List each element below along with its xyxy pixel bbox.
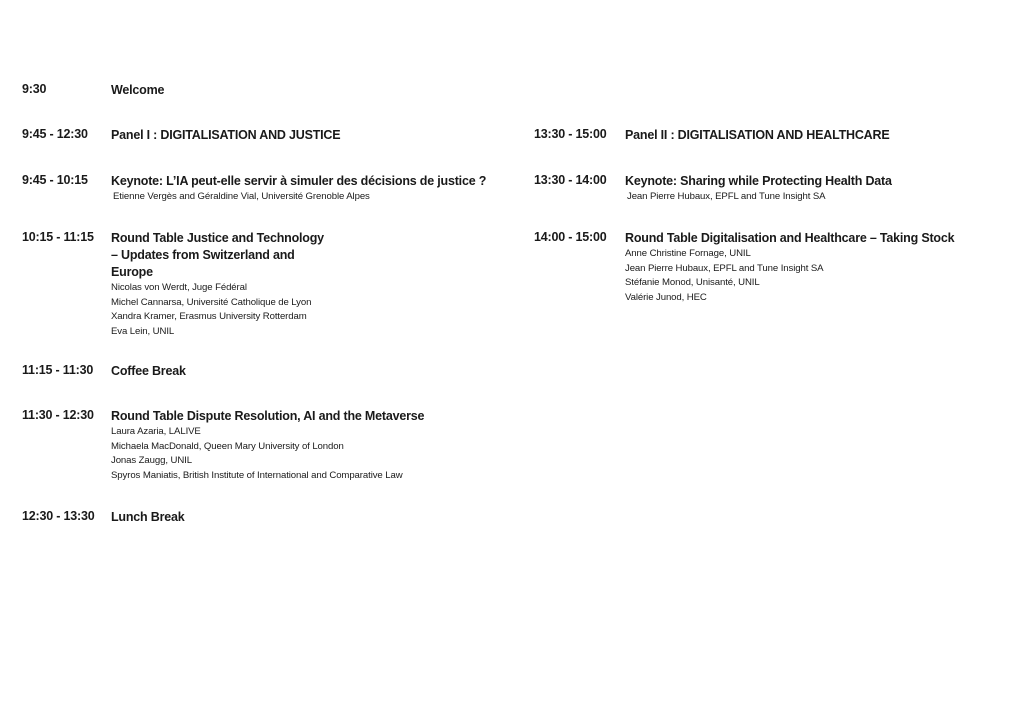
speaker-list — [111, 190, 522, 205]
session-time: 10:15 - 11:15 — [22, 230, 94, 244]
session-time: 13:30 - 14:00 — [534, 173, 607, 187]
session-title: Coffee Break — [111, 364, 186, 378]
session-time: 14:00 - 15:00 — [534, 230, 607, 244]
speaker-item: Nicolas von Werdt, Juge Fédéral — [111, 282, 247, 293]
session-title: Welcome — [111, 83, 165, 97]
speaker-item: Xandra Kramer, Erasmus University Rotterdam — [111, 311, 307, 323]
session-time: 11:30 - 12:30 — [22, 408, 94, 422]
session-title: Lunch Break — [111, 510, 185, 524]
session-title: Round Table Digitalisation and Healthcare – Taking Stock — [625, 231, 955, 245]
speaker-item: Jean Pierre Hubaux, EPFL and Tune Insight SA — [625, 262, 824, 274]
speaker-item: Jean Pierre Hubaux, EPFL and Tune Insight SA — [627, 191, 826, 202]
session-time: 13:30 - 15:00 — [534, 127, 607, 141]
speaker-item: Anne Christine Fornage, UNIL — [625, 248, 751, 259]
session-time: 9:45 - 12:30 — [22, 127, 88, 141]
speaker-item: Michel Cannarsa, Université Catholique de Lyon — [111, 296, 312, 308]
speaker-item: Laura Azaria, LALIVE — [111, 426, 201, 437]
speaker-item: Etienne Vergès and Géraldine Vial, Université Grenoble Alpes — [113, 191, 370, 202]
session-title: Round Table Dispute Resolution, AI and the Metaverse — [111, 409, 425, 423]
session-time: 9:30 — [22, 82, 47, 96]
session-title: Panel II : DIGITALISATION AND HEALTHCARE — [625, 128, 890, 142]
speaker-list — [625, 190, 1004, 205]
session-title: Keynote: Sharing while Protecting Health Data — [625, 174, 892, 188]
session-time: 12:30 - 13:30 — [22, 509, 95, 523]
speaker-list — [111, 425, 522, 483]
speaker-item: Stéfanie Monod, Unisanté, UNIL — [625, 277, 760, 289]
speaker-item: Valérie Junod, HEC — [625, 291, 707, 303]
speaker-item: Spyros Maniatis, British Institute of International and Comparative Law — [111, 469, 403, 481]
session-time: 9:45 - 10:15 — [22, 173, 88, 187]
session-title: Keynote: L’IA peut-elle servir à simuler des décisions de justice ? — [111, 174, 487, 188]
session-time: 11:15 - 11:30 — [22, 363, 94, 377]
speaker-item: Michaela MacDonald, Queen Mary University of London — [111, 440, 344, 452]
session-title: Round Table Justice and Technology – Updates from Switzerland and Europe — [111, 231, 324, 279]
speaker-list — [625, 247, 1004, 305]
session-title: Panel I : DIGITALISATION AND JUSTICE — [111, 128, 341, 142]
speaker-list — [111, 281, 332, 339]
speaker-item: Eva Lein, UNIL — [111, 325, 175, 337]
speaker-item: Jonas Zaugg, UNIL — [111, 455, 192, 467]
